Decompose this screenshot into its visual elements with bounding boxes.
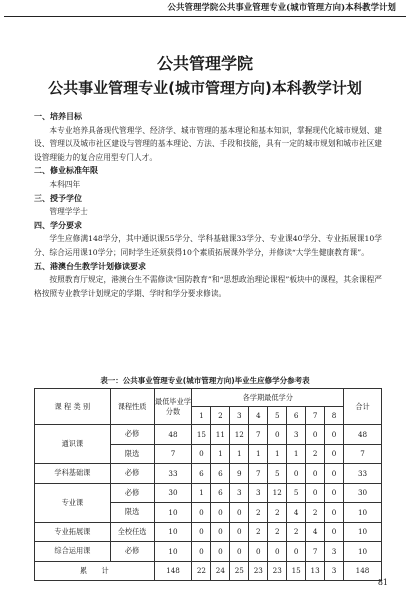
- cell-sem: 1: [192, 483, 211, 503]
- header-total: 合计: [344, 389, 382, 425]
- cell-min: 30: [154, 483, 192, 503]
- cell-sum-label: 累 计: [35, 561, 155, 581]
- section-text-degree: 管理学学士: [49, 207, 88, 217]
- cell-min: 48: [154, 425, 192, 445]
- cell-category: 综合运用课: [35, 542, 111, 562]
- cell-total: 48: [344, 425, 382, 445]
- cell-sem: 3: [325, 561, 344, 581]
- cell-sem: 0: [211, 503, 230, 523]
- cell-total: 30: [344, 483, 382, 503]
- cell-total: 7: [344, 444, 382, 464]
- cell-sem: 15: [192, 425, 211, 445]
- table-row: [35, 464, 382, 484]
- cell-sem: 2: [287, 522, 306, 542]
- cell-sem: 3: [249, 483, 268, 503]
- header-min-credits: 最低毕业学分数: [154, 389, 192, 425]
- table-caption: 表一：公共事业管理专业(城市管理方向)毕业生应修学分参考表: [100, 376, 310, 385]
- cell-sem: 5: [268, 464, 287, 484]
- cell-sem: 12: [230, 425, 249, 445]
- cell-sem: 23: [268, 561, 287, 581]
- section-text-hmt: 按照教育厅规定，港澳台生不需修读“国防教育”和“思想政治理论课程”板块中的课程，其余课程严格按照专业教学计划规定的学期、学时和学分要求修读。: [34, 275, 382, 298]
- section-heading-credits: 四、学分要求: [34, 220, 82, 230]
- cell-sem: 7: [306, 542, 325, 562]
- cell-category: 专业拓展课: [35, 522, 111, 542]
- cell-sem: 4: [306, 522, 325, 542]
- cell-nature: 限选: [110, 503, 154, 523]
- cell-sem: 12: [268, 483, 287, 503]
- cell-sem: 2: [249, 522, 268, 542]
- section-heading-hmt: 五、港澳台生教学计划修读要求: [34, 261, 146, 271]
- cell-sem: 9: [230, 464, 249, 484]
- cell-sem: 0: [325, 522, 344, 542]
- cell-sem: 3: [287, 425, 306, 445]
- header-semester: 5: [268, 407, 287, 425]
- cell-sem: 0: [268, 425, 287, 445]
- cell-sem: 1: [268, 444, 287, 464]
- header-rule: [4, 16, 406, 17]
- header-semester: 3: [230, 407, 249, 425]
- header-semester: 4: [249, 407, 268, 425]
- cell-sem: 2: [306, 444, 325, 464]
- header-semester: 6: [287, 407, 306, 425]
- cell-sem: 2: [249, 503, 268, 523]
- header-category: 课 程 类 别: [35, 389, 111, 425]
- table-row: [35, 542, 382, 562]
- cell-total: 148: [344, 561, 382, 581]
- cell-sem: 7: [249, 425, 268, 445]
- cell-sem: 0: [306, 464, 325, 484]
- cell-sem: 3: [230, 483, 249, 503]
- cell-sem: 0: [192, 542, 211, 562]
- header-semester: 2: [211, 407, 230, 425]
- section-heading-goal: 一、培养目标: [34, 112, 82, 121]
- table-row: [35, 522, 382, 542]
- page-number: 81: [377, 578, 388, 587]
- section-text-duration: 本科四年: [49, 179, 81, 189]
- cell-sem: 0: [268, 542, 287, 562]
- cell-sem: 1: [211, 444, 230, 464]
- cell-sem: 0: [230, 522, 249, 542]
- plan-body: [34, 110, 382, 300]
- header-semester: 7: [306, 407, 325, 425]
- header-nature: 课程性质: [110, 389, 154, 425]
- section-heading-duration: 二、修业标准年限: [34, 166, 98, 176]
- cell-sem: 0: [287, 464, 306, 484]
- cell-sem: 4: [287, 503, 306, 523]
- cell-total: 10: [344, 503, 382, 523]
- cell-nature: 全校任选: [110, 522, 154, 542]
- cell-category: 专业课: [35, 483, 111, 522]
- cell-sem: 15: [287, 561, 306, 581]
- cell-sem: 0: [325, 464, 344, 484]
- cell-nature: 必修: [110, 542, 154, 562]
- table-row: [35, 425, 382, 445]
- cell-sem: 0: [192, 522, 211, 542]
- cell-sem: 11: [211, 425, 230, 445]
- cell-sem: 1: [230, 444, 249, 464]
- cell-category: 通识课: [35, 425, 111, 464]
- cell-min: 10: [154, 542, 192, 562]
- cell-sem: 5: [287, 483, 306, 503]
- header-semester: 8: [325, 407, 344, 425]
- cell-sem: 0: [249, 542, 268, 562]
- cell-total: 10: [344, 542, 382, 562]
- cell-sem: 0: [192, 444, 211, 464]
- cell-sem: 2: [306, 503, 325, 523]
- cell-sem: 1: [249, 444, 268, 464]
- cell-sem: 0: [192, 503, 211, 523]
- table-sum-row: [35, 561, 382, 581]
- cell-nature: 限选: [110, 444, 154, 464]
- cell-sem: 0: [211, 522, 230, 542]
- cell-sem: 0: [325, 444, 344, 464]
- cell-min: 148: [154, 561, 192, 581]
- cell-sem: 3: [325, 542, 344, 562]
- cell-min: 10: [154, 522, 192, 542]
- page-title-college: 公共管理学院: [156, 54, 253, 73]
- cell-sem: 6: [211, 464, 230, 484]
- cell-nature: 必修: [110, 425, 154, 445]
- table-header-row: [35, 389, 382, 407]
- section-text-goal: 本专业培养具备现代管理学、经济学、城市管理的基本理论和基本知识，掌握现代化城市规划、建设、管理以及城市社区建设与管理的基本理论、方法、手段和技能，具有一定的城市规划和城市社区建设管理能力的复合应用型专门人才。: [34, 125, 382, 162]
- cell-sem: 0: [287, 542, 306, 562]
- cell-nature: 必修: [110, 464, 154, 484]
- cell-sem: 25: [230, 561, 249, 581]
- cell-sem: 0: [306, 483, 325, 503]
- cell-sem: 22: [192, 561, 211, 581]
- cell-sem: 13: [306, 561, 325, 581]
- cell-sem: 0: [230, 542, 249, 562]
- cell-sem: 6: [211, 483, 230, 503]
- running-header: 公共管理学院公共事业管理专业(城市管理方向)本科教学计划: [167, 2, 396, 12]
- cell-sem: 1: [287, 444, 306, 464]
- cell-sem: 2: [268, 503, 287, 523]
- cell-sem: 0: [325, 483, 344, 503]
- cell-sem: 6: [192, 464, 211, 484]
- cell-sem: 23: [249, 561, 268, 581]
- table-row: [35, 483, 382, 503]
- cell-total: 33: [344, 464, 382, 484]
- cell-sem: 0: [211, 542, 230, 562]
- cell-sem: 24: [211, 561, 230, 581]
- cell-sem: 0: [306, 425, 325, 445]
- cell-sem: 0: [230, 503, 249, 523]
- section-heading-degree: 三、授予学位: [34, 193, 82, 203]
- cell-sem: 7: [249, 464, 268, 484]
- cell-min: 7: [154, 444, 192, 464]
- title-block: [0, 54, 410, 99]
- cell-min: 10: [154, 503, 192, 523]
- credits-table: [34, 388, 382, 581]
- cell-sem: 2: [268, 522, 287, 542]
- cell-nature: 必修: [110, 483, 154, 503]
- header-semester-group: 各学期最低学分: [192, 389, 344, 407]
- cell-sem: 0: [325, 425, 344, 445]
- page-title-plan: 公共事业管理专业(城市管理方向)本科教学计划: [48, 79, 362, 97]
- section-text-credits: 学生应修满148学分，其中通识课55学分、学科基础课33学分、专业课40学分、专业拓展课10学分、综合运用课10学分；同时学生还须获得10个素质拓展课外学分，并修读“大学生健康教育课”。: [34, 234, 382, 257]
- cell-min: 33: [154, 464, 192, 484]
- cell-total: 10: [344, 522, 382, 542]
- cell-sem: 0: [325, 503, 344, 523]
- cell-category: 学科基础课: [35, 464, 111, 484]
- header-semester: 1: [192, 407, 211, 425]
